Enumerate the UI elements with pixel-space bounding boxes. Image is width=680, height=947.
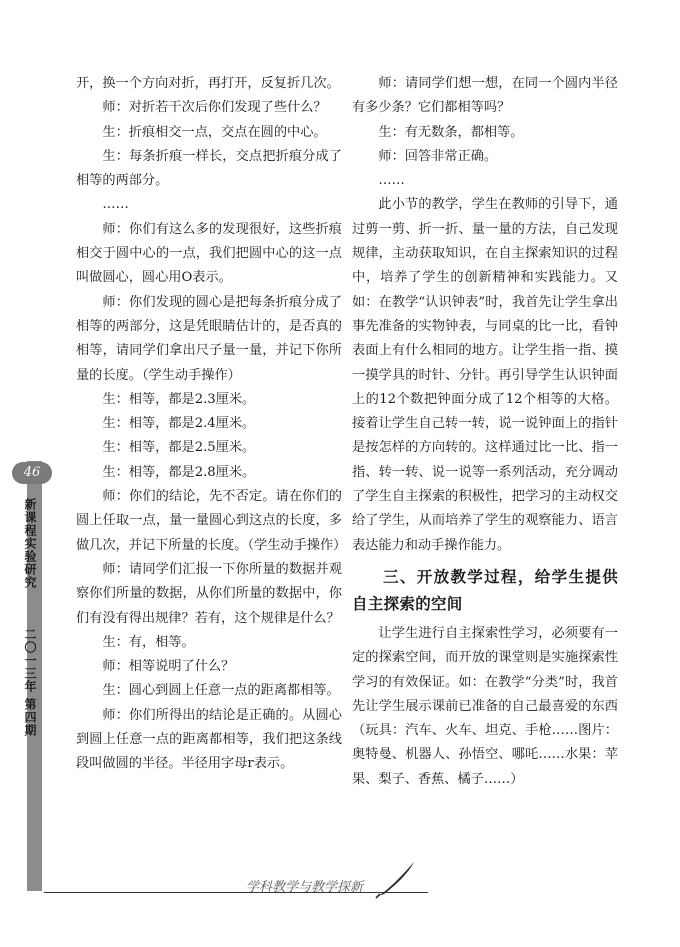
left-column-paragraph: 生：相等，都是2.3厘米。 xyxy=(102,391,256,407)
right-column-paragraph: 师：回答非常正确。 xyxy=(378,148,498,164)
section-heading: 三、开放教学过程，给学生提供自主探索的空间 xyxy=(352,567,618,613)
left-column-paragraph: 生：相等，都是2.8厘米。 xyxy=(102,464,256,480)
left-column-paragraph: 师：请同学们汇报一下你所量的数据并观察你们所量的数据，从你们所量的数据中，你们有没有得出规律？若有，这个规律是什么？ xyxy=(76,561,342,626)
footer-title: 学科教学与教学探新 xyxy=(246,880,364,895)
left-column-paragraph: …… xyxy=(102,197,129,213)
left-column-paragraph: 生：每条折痕一样长，交点把折痕分成了相等的两部分。 xyxy=(76,148,342,189)
left-column xyxy=(76,72,347,777)
left-column-paragraph: 师：你们发现的圆心是把每条折痕分成了相等的两部分，这是凭眼睛估计的，是否真的相等，请同学们拿出尺子量一量，并记下你所量的长度。（学生动手操作） xyxy=(76,294,342,383)
issue-label: 二〇一三年 第四期 xyxy=(23,628,37,738)
right-column-paragraph: 让学生进行自主探索性学习，必须要有一定的探索空间，而开放的课堂则是实施探索性学习的有效保证。如：在教学“分类”时，我首先让学生展示课前已准备的自己最喜爱的东西（玩具：汽车、火车、坦克、手枪……图片：奥特曼、机器人、孙悟空、哪吒……水果：苹果、梨子、香蕉、橘子……） xyxy=(352,625,618,787)
journal-name: 新课程实验研究 xyxy=(23,498,37,589)
right-column xyxy=(352,72,618,792)
left-column-paragraph: 师：你们有这么多的发现很好，这些折痕相交于圆中心的一点，我们把圆中心的这一点叫做圆心，圆心用O表示。 xyxy=(76,221,342,286)
left-column-paragraph: 师：对折若干次后你们发现了些什么？ xyxy=(102,100,327,116)
page-number: 46 xyxy=(12,462,52,484)
left-column-paragraph: 师：你们所得出的结论是正确的。从圆心到圆上任意一点的距离都相等，我们把这条线段叫做圆的半径。半径用字母r表示。 xyxy=(76,707,342,772)
left-column-paragraph: 生：相等，都是2.4厘米。 xyxy=(102,416,256,432)
right-column-paragraph: 此小节的教学，学生在教师的引导下，通过剪一剪、折一折、量一量的方法，自己发现规律，主动获取知识，在自主探索知识的过程中，培养了学生的创新精神和实践能力。又如：在教学“认识钟表”时，我首先让学生拿出事先准备的实物钟表，与同桌的比一比，看钟表面上有什么相同的地方。让学生指一指、摸一摸学具的时针、分针。再引导学生认识钟面上的12个数把钟面分成了12个相等的大格。接着让学生自己转一转，说一说钟面上的指针是按怎样的方向转的。这样通过比一比、指一指、转一转、说一说等一系列活动，充分调动了学生自主探索的积极性，把学习的主动权交给了学生，从而培养了学生的观察能力、语言表达能力和动手操作能力。 xyxy=(352,197,618,553)
right-column-paragraph: 生：有无数条，都相等。 xyxy=(378,124,524,140)
left-column-paragraph: 生：折痕相交一点，交点在圆的中心。 xyxy=(102,124,327,140)
left-column-paragraph: 生：圆心到圆上任意一点的距离都相等。 xyxy=(102,683,340,699)
left-column-paragraph: 生：相等，都是2.5厘米。 xyxy=(102,440,256,456)
left-column-paragraph: 开，换一个方向对折，再打开，反复折几次。 xyxy=(76,76,340,91)
right-column-top xyxy=(352,72,618,558)
left-column-paragraph: 生：有，相等。 xyxy=(102,634,195,650)
left-column-paragraph: 师：你们的结论，先不否定。请在你们的圆上任取一点，量一量圆心到这点的长度，多做几次，并记下所量的长度。（学生动手操作） xyxy=(76,489,347,553)
right-column-bottom xyxy=(352,622,618,792)
right-column-paragraph: 师：请同学们想一想，在同一个圆内半径有多少条？它们都相等吗？ xyxy=(352,76,618,116)
left-column-paragraph: 师：相等说明了什么？ xyxy=(102,659,235,675)
pen-nib-icon xyxy=(370,860,418,900)
right-column-paragraph: …… xyxy=(378,173,405,189)
